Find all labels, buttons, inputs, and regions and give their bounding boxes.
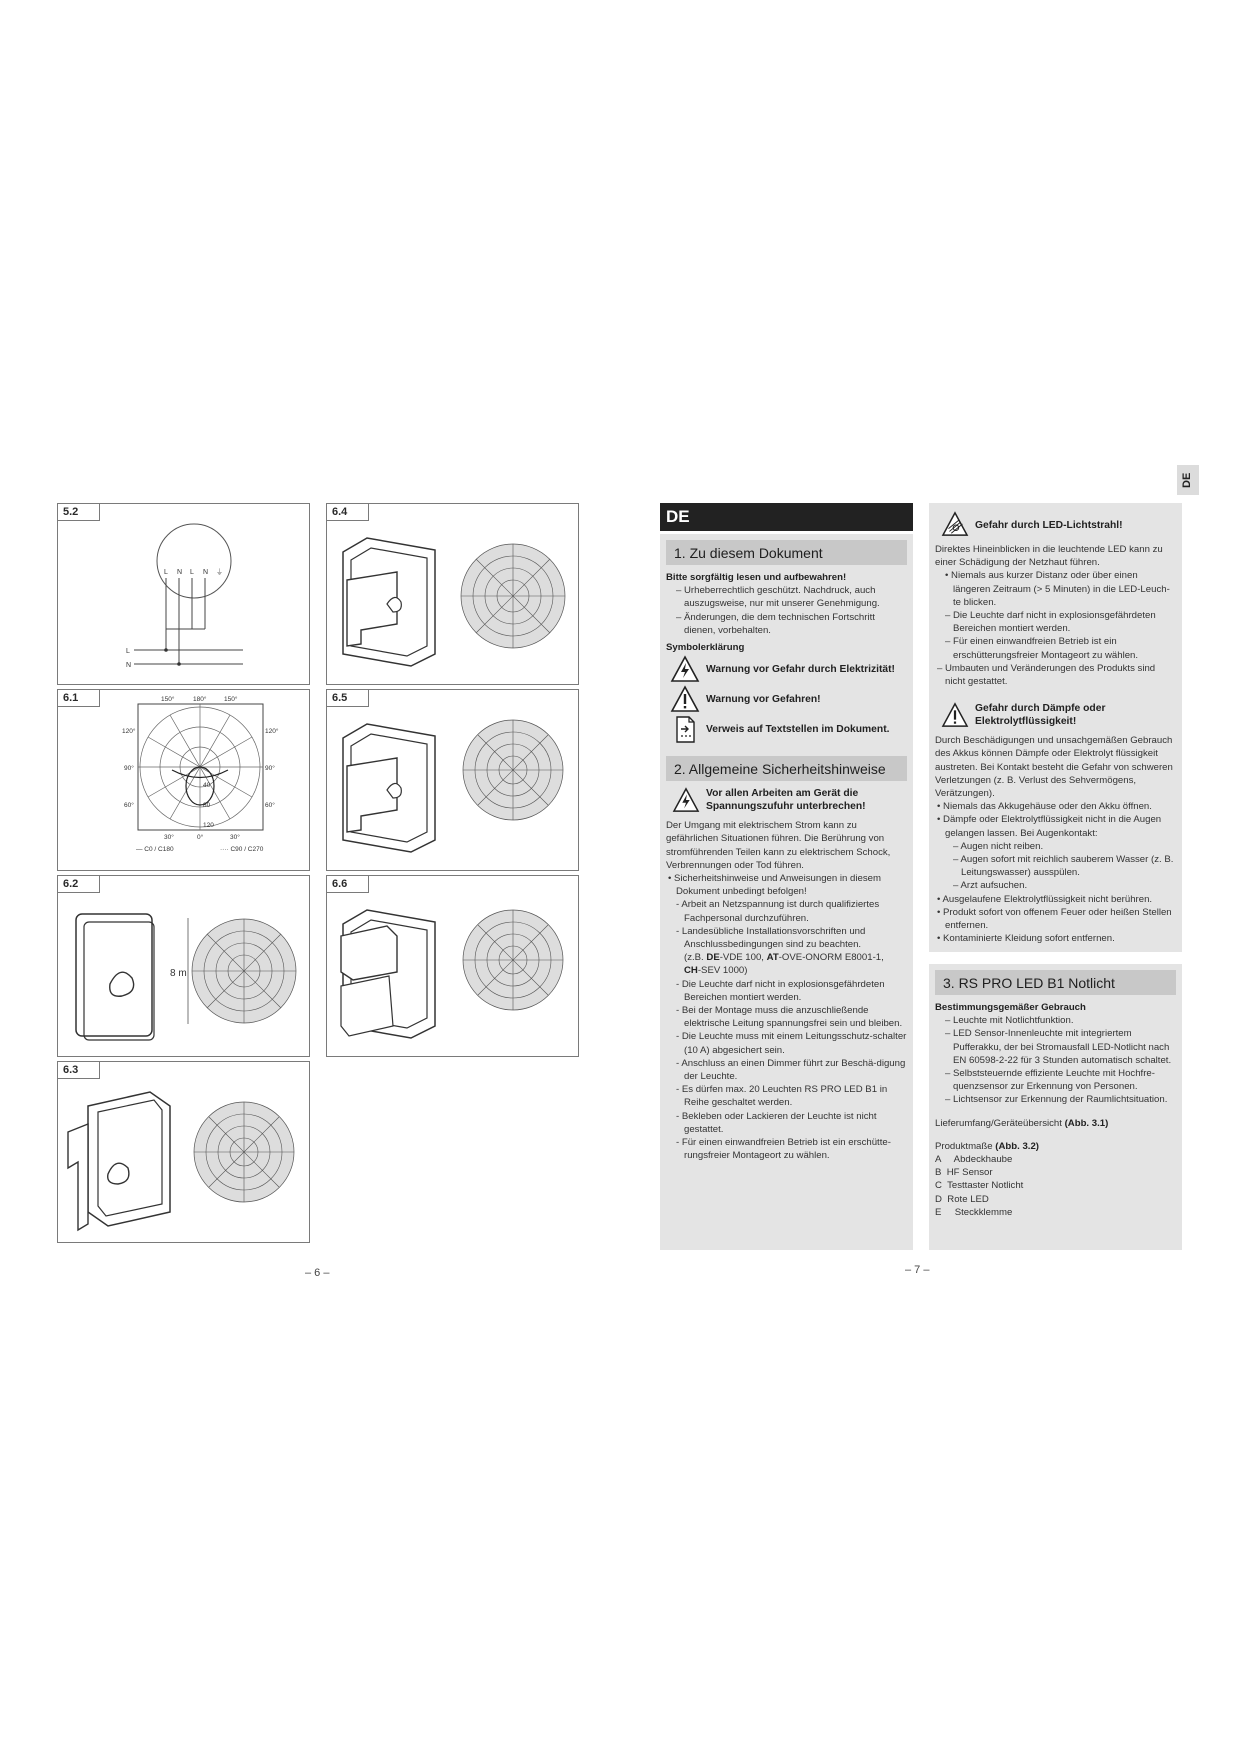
subheading: Symbolerklärung xyxy=(666,642,745,654)
bullet-item: • Ausgelaufene Elektrolytflüssigkeit nicht berühren. xyxy=(937,893,1153,905)
figure-label: 5.2 xyxy=(58,504,100,521)
figure-6-6 xyxy=(326,875,579,1057)
svg-text:30°: 30° xyxy=(164,834,174,841)
paragraph: Direktes Hineinblicken in die leuchtende LED kann zu einer Schädigung der Netzhaut führen. xyxy=(935,544,1163,569)
warning-icon xyxy=(670,685,700,713)
symbol-row xyxy=(670,654,907,684)
device-corner-view xyxy=(58,1062,310,1243)
svg-text:150°: 150° xyxy=(161,696,175,703)
warning-text: Vor allen Arbeiten am Gerät die Spannungszufuhr unterbrechen! xyxy=(706,788,866,813)
list-item: - Arbeit an Netzspannung ist durch qualifiziertes Fachpersonal durchzuführen. xyxy=(676,899,880,924)
svg-text:90°: 90° xyxy=(124,765,134,772)
list-item: - Anschluss an einen Dimmer führt zur Beschä-digung der Leuchte. xyxy=(676,1057,906,1083)
warning-text: Gefahr durch Dämpfe oder Elektrolytflüssigkeit! xyxy=(975,703,1106,728)
section-title: 2. Allgemeine Sicherheitshinweise xyxy=(666,756,907,781)
bullet-item: • Dämpfe oder Elektrolytflüssigkeit nicht in die Augen gelangen lassen. Bei Augenkontakt: xyxy=(937,814,1162,839)
svg-text:120°: 120° xyxy=(265,728,279,735)
figure-label: 6.6 xyxy=(327,876,369,893)
section-title: 3. RS PRO LED B1 Notlicht xyxy=(935,970,1176,995)
document-reference-icon xyxy=(670,715,700,743)
list-item: – Umbauten und Veränderungen des Produkts sind nicht gestattet. xyxy=(937,662,1156,688)
dimensions-reference: Produktmaße (Abb. 3.2) xyxy=(935,1140,1039,1152)
text-column-2 xyxy=(929,503,1182,1250)
list-item: - Bekleben oder Lackieren der Leuchte ist nicht gestattet. xyxy=(676,1110,877,1135)
device-ceiling-view xyxy=(327,690,579,871)
warning-text: Gefahr durch LED-Lichtstrahl! xyxy=(975,520,1123,531)
part-item: A Abdeckhaube xyxy=(935,1154,1013,1166)
terminal-label: ⏚ xyxy=(216,569,223,576)
part-item: C Testtaster Notlicht xyxy=(935,1180,1024,1192)
terminal-label: N xyxy=(203,569,209,576)
terminal-label: L xyxy=(190,569,194,576)
terminal-label: L xyxy=(164,569,168,576)
figure-label: 6.4 xyxy=(327,504,369,521)
svg-text:180°: 180° xyxy=(193,696,207,703)
list-item: – Für einen einwandfreien Betrieb ist ein erschütterungsfreier Montageort zu wählen. xyxy=(945,636,1139,661)
svg-text:90°: 90° xyxy=(265,765,275,772)
figure-label: 6.5 xyxy=(327,690,369,707)
lead-text: Bestimmungsgemäßer Gebrauch xyxy=(935,1002,1086,1013)
figure-6-5 xyxy=(326,689,579,871)
list-item: – Die Leuchte darf nicht in explosionsgefährdeten Bereichen montiert werden. xyxy=(945,610,1156,635)
text-column-1 xyxy=(660,534,913,1250)
line-label: L xyxy=(126,648,130,655)
symbol-label: Warnung vor Gefahr durch Elektrizität! xyxy=(706,663,895,675)
wiring-diagram xyxy=(58,504,310,685)
language-tab: DE xyxy=(1177,465,1199,495)
sub-item: – Arzt aufsuchen. xyxy=(953,880,1028,892)
warning-block xyxy=(672,787,907,813)
paragraph: Durch Beschädigungen und unsachgemäßen Gebrauch des Akkus können Dämpfe oder Elektrolyt flüssigkeit austreten. Bei Kontakt besteht die Gefahr von schweren Verletzungen (z. B. Verlust des Sehvermögens, Verätzungen). xyxy=(935,735,1173,800)
figure-6-3 xyxy=(57,1061,310,1243)
list-item: – Urheberrechtlich geschützt. Nachdruck, auch auszugsweise, nur mit unserer Genehmigung. xyxy=(676,585,880,610)
page-number-right: – 7 – xyxy=(905,1264,930,1276)
svg-text:120°: 120° xyxy=(122,728,136,735)
line-label: N xyxy=(126,662,132,669)
figure-5-2 xyxy=(57,503,310,685)
section-title: 1. Zu diesem Dokument xyxy=(666,540,907,565)
figure-label: 6.2 xyxy=(58,876,100,893)
svg-text:80: 80 xyxy=(203,802,211,809)
distance-label: 8 m xyxy=(170,968,187,979)
svg-text:120: 120 xyxy=(203,822,214,829)
part-item: B HF Sensor xyxy=(935,1167,993,1179)
list-item: – Änderungen, die dem technischen Fortschritt dienen, vorbehalten. xyxy=(676,611,875,636)
list-item: – Selbststeuernde effiziente Leuchte mit Hochfre-quenzsensor zur Erkennung von Personen. xyxy=(945,1068,1155,1093)
terminal-label: N xyxy=(177,569,183,576)
symbol-label: Warnung vor Gefahren! xyxy=(706,693,821,705)
figure-6-1 xyxy=(57,689,310,871)
svg-text:···· C90 / C270: ···· C90 / C270 xyxy=(220,846,264,853)
scope-reference: Lieferumfang/Geräteübersicht (Abb. 3.1) xyxy=(935,1117,1109,1129)
electric-warning-icon xyxy=(672,787,700,813)
bullet-item: • Sicherheitshinweise und Anweisungen in diesem Dokument unbedingt befolgen! xyxy=(668,873,881,898)
list-item: – Lichtsensor zur Erkennung der Raumlichtsituation. xyxy=(945,1094,1168,1106)
lead-text: Bitte sorgfältig lesen und aufbewahren! xyxy=(666,572,847,583)
list-item: - Es dürfen max. 20 Leuchten RS PRO LED B1 in Reihe geschaltet werden. xyxy=(676,1084,888,1109)
list-item: - Landesübliche Installationsvorschriften und Anschlussbedingungen sind zu beachten. xyxy=(676,925,866,951)
list-item: – LED Sensor-Innenleuchte mit integriertem Pufferakku, der bei Stromausfall LED-Notlicht nach EN 60598-2-22 für 3 Stunden automatisch schaltet. xyxy=(945,1028,1172,1066)
device-front-view xyxy=(58,876,310,1057)
device-ceiling-view xyxy=(327,876,579,1057)
svg-text:150°: 150° xyxy=(224,696,238,703)
norm-reference: (z.B. DE-VDE 100, AT-OVE-ONORM E8001-1, CH-SEV 1000) xyxy=(684,952,884,977)
warning-icon xyxy=(941,702,969,728)
svg-text:40: 40 xyxy=(203,782,211,789)
list-item: - Bei der Montage muss die anzuschließende elektrische Leitung spannungsfrei sein und bleiben. xyxy=(676,1005,903,1030)
language-header: DE xyxy=(660,503,913,531)
list-item: – Leuchte mit Notlichtfunktion. xyxy=(945,1015,1074,1027)
svg-text:60°: 60° xyxy=(265,802,275,809)
part-item: E Steckklemme xyxy=(935,1206,1013,1218)
list-item: - Die Leuchte darf nicht in explosionsgefährdeten Bereichen montiert werden. xyxy=(676,978,885,1003)
page-number-left: – 6 – xyxy=(305,1267,330,1279)
warning-block xyxy=(941,702,1176,728)
sub-item: – Augen sofort mit reichlich sauberem Wasser (z. B. Leitungswasser) ausspülen. xyxy=(953,854,1174,879)
part-item: D Rote LED xyxy=(935,1193,989,1205)
list-item: • Niemals aus kurzer Distanz oder über einen längeren Zeitraum (> 5 Minuten) in die LED-Leuch-te blicken. xyxy=(945,570,1170,608)
led-light-warning-icon xyxy=(941,511,969,537)
svg-text:0°: 0° xyxy=(197,834,204,841)
device-ceiling-view xyxy=(327,504,579,685)
figure-label: 6.3 xyxy=(58,1062,100,1079)
figure-label: 6.1 xyxy=(58,690,100,707)
electric-warning-icon xyxy=(670,655,700,683)
bullet-item: • Kontaminierte Kleidung sofort entfernen. xyxy=(937,933,1115,945)
symbol-row xyxy=(670,714,907,744)
list-item: - Für einen einwandfreien Betrieb ist ein erschütte-rungsfreier Montageort zu wählen. xyxy=(676,1137,891,1162)
svg-text:30°: 30° xyxy=(230,834,240,841)
symbol-label: Verweis auf Textstellen im Dokument. xyxy=(706,723,890,735)
figure-6-2 xyxy=(57,875,310,1057)
svg-text:— C0 / C180: — C0 / C180 xyxy=(136,846,174,853)
sub-item: – Augen nicht reiben. xyxy=(953,840,1044,852)
list-item: - Die Leuchte muss mit einem Leitungsschutz-schalter (10 A) abgesichert sein. xyxy=(676,1031,907,1056)
symbol-row xyxy=(670,684,907,714)
warning-block xyxy=(941,511,1176,537)
paragraph: Der Umgang mit elektrischem Strom kann zu gefährlichen Situationen führen. Die Berührung von stromführenden Teilen kann zu elektrischem Schock, Verbrennungen oder Tod führen. xyxy=(666,820,891,871)
bullet-item: • Niemals das Akkugehäuse oder den Akku öffnen. xyxy=(937,801,1152,813)
svg-text:60°: 60° xyxy=(124,802,134,809)
polar-diagram xyxy=(58,690,310,871)
bullet-item: • Produkt sofort von offenem Feuer oder heißen Stellen entfernen. xyxy=(937,906,1172,932)
figure-6-4 xyxy=(326,503,579,685)
